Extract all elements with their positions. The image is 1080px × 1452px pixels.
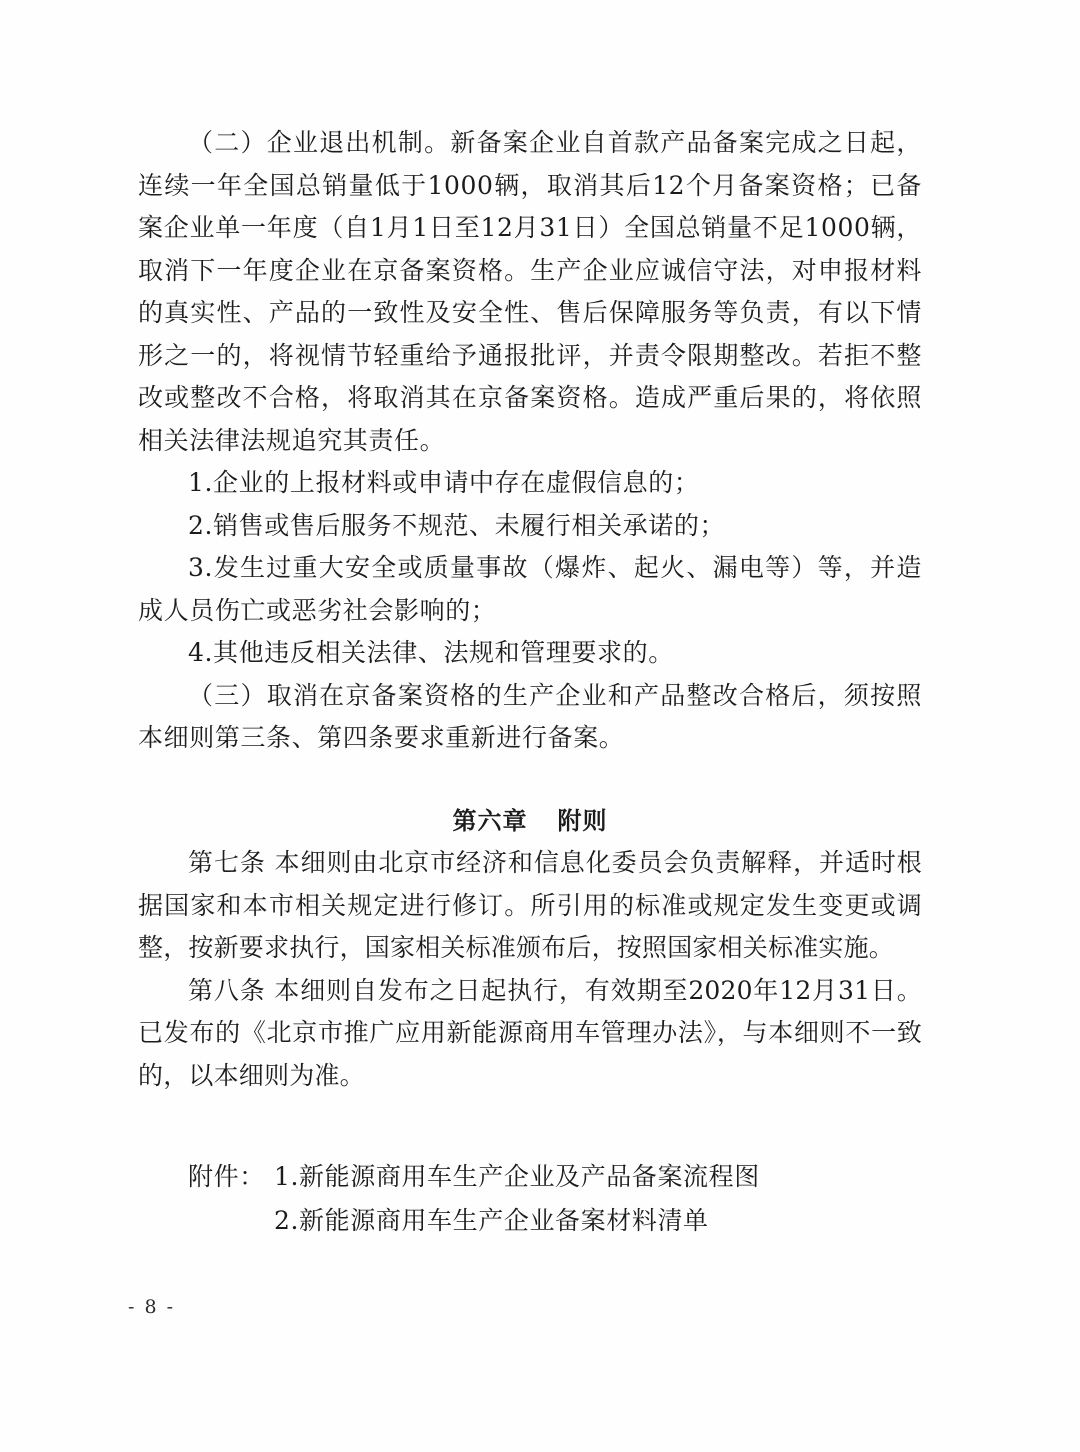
exit-mechanism-paragraph: （二）企业退出机制。新备案企业自首款产品备案完成之日起，连续一年全国总销量低于1000辆，取消其后12个月备案资格；已备案企业单一年度（自1月1日至12月31日）全国总销量不足1000辆，取消下一年度企业在京备案资格。生产企业应诚信守法，对申报材料的真实性、产品的一致性及安全性、售后保障服务等负责，有以下情形之一的，将视情节轻重给予通报批评，并责令限期整改。若拒不整改或整改不合格，将取消其在京备案资格。造成严重后果的，将依照相关法律法规追究其责任。	[138, 128, 922, 455]
list-item-false-information: 1.企业的上报材料或申请中存在虚假信息的；	[188, 468, 700, 497]
attachments-label: 附件：	[188, 1162, 265, 1191]
document-body	[138, 122, 922, 1243]
attachment-row	[188, 1199, 922, 1243]
attachments	[138, 1155, 922, 1243]
chapter-name: 附则	[557, 806, 608, 835]
article-seven: 第七条 本细则由北京市经济和信息化委员会负责解释，并适时根据国家和本市相关规定进行修订。所引用的标准或规定发生变更或调整，按新要求执行，国家相关标准颁布后，按照国家相关标准实施。	[138, 848, 922, 962]
chapter-title	[138, 800, 922, 843]
attachment-item: 2.新能源商用车生产企业备案材料清单	[274, 1206, 709, 1235]
chapter-number: 第六章	[452, 806, 528, 835]
list-item-major-accident: 3.发生过重大安全或质量事故（爆炸、起火、漏电等）等，并造成人员伤亡或恶劣社会影响的；	[138, 553, 922, 625]
list-item-nonstandard-service: 2.销售或售后服务不规范、未履行相关承诺的；	[188, 510, 726, 540]
list-item-other-violations: 4.其他违反相关法律、法规和管理要求的。	[188, 638, 674, 667]
re-filing-paragraph: （三）取消在京备案资格的生产企业和产品整改合格后，须按照本细则第三条、第四条要求重新进行备案。	[138, 680, 922, 752]
attachment-row	[188, 1155, 922, 1199]
attachment-item: 1.新能源商用车生产企业及产品备案流程图	[274, 1162, 760, 1191]
page-number: - 8 -	[128, 1296, 176, 1318]
article-eight: 第八条 本细则自发布之日起执行，有效期至2020年12月31日。已发布的《北京市推广应用新能源商用车管理办法》，与本细则不一致的，以本细则为准。	[138, 975, 922, 1090]
